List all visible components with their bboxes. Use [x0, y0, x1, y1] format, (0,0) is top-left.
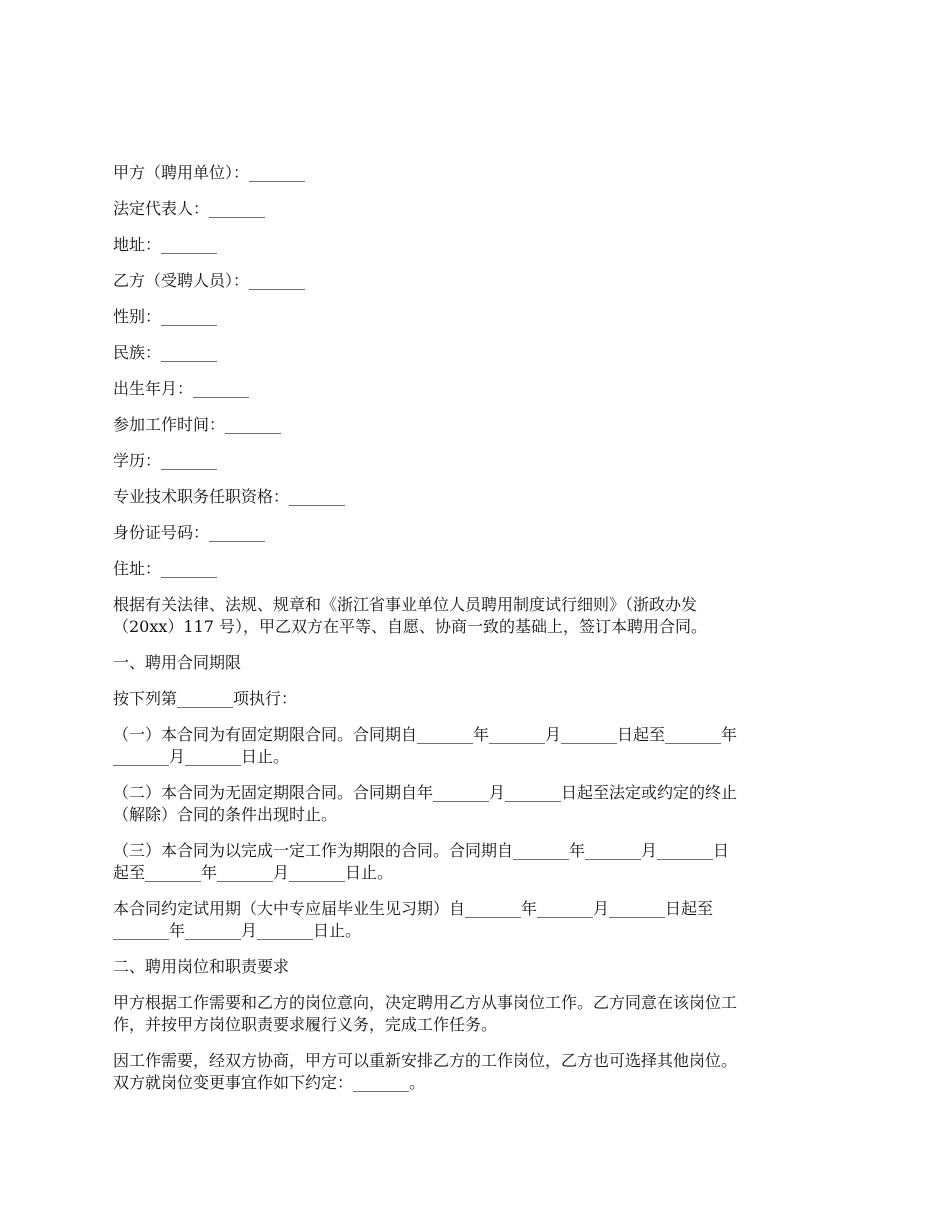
field-party-b: 乙方（受聘人员）：_______: [113, 271, 306, 290]
field-birth-date: 出生年月：_______: [113, 379, 250, 398]
field-residence: 住址：_______: [113, 559, 218, 578]
field-gender: 性别：_______: [113, 307, 218, 326]
field-legal-representative: 法定代表人：_______: [113, 199, 266, 218]
section-2-paragraph-2: 因工作需要，经双方协商，甲方可以重新安排乙方的工作岗位，乙方也可选择其他岗位。 双方就岗位变更事宜作如下约定：_______。: [113, 1051, 738, 1092]
section-2-paragraph-1: 甲方根据工作需要和乙方的岗位意向，决定聘用乙方从事岗位工作。乙方同意在该岗位工 作，并按甲方岗位职责要求履行义务，完成工作任务。: [113, 993, 738, 1034]
field-work-start: 参加工作时间：_______: [113, 415, 282, 434]
section-2-heading: 二、聘用岗位和职责要求: [113, 957, 290, 976]
probation-paragraph: 本合同约定试用期（大中专应届毕业生见习期）自_______年_______月_______日起至 _______年_______月_______日止。: [113, 899, 714, 940]
field-education: 学历：_______: [113, 451, 218, 470]
option-open-term: （二）本合同为无固定期限合同。合同期自年_______月_______日起至法定或约定的终止 （解除）合同的条件出现时止。: [113, 783, 738, 824]
section-1-heading: 一、聘用合同期限: [113, 653, 242, 672]
field-ethnicity: 民族：_______: [113, 343, 218, 362]
option-task-term: （三）本合同为以完成一定工作为期限的合同。合同期自_______年_______月_______日 起至_______年_______月_______日止。: [113, 841, 730, 882]
field-party-a: 甲方（聘用单位）：_______: [113, 163, 306, 182]
option-fixed-term: （一）本合同为有固定期限合同。合同期自_______年_______月_______日起至_______年 _______月_______日止。: [113, 725, 738, 766]
field-title-qualification: 专业技术职务任职资格：_______: [113, 487, 346, 506]
section-1-instruction: 按下列第_______项执行：: [113, 689, 298, 708]
field-id-number: 身份证号码：_______: [113, 523, 266, 542]
intro-paragraph: 根据有关法律、法规、规章和《浙江省事业单位人员聘用制度试行细则》（浙政办发 （20xx）117 号），甲乙双方在平等、自愿、协商一致的基础上，签订本聘用合同。: [113, 595, 708, 636]
document-body: [113, 162, 843, 1108]
field-address: 地址：_______: [113, 235, 218, 254]
